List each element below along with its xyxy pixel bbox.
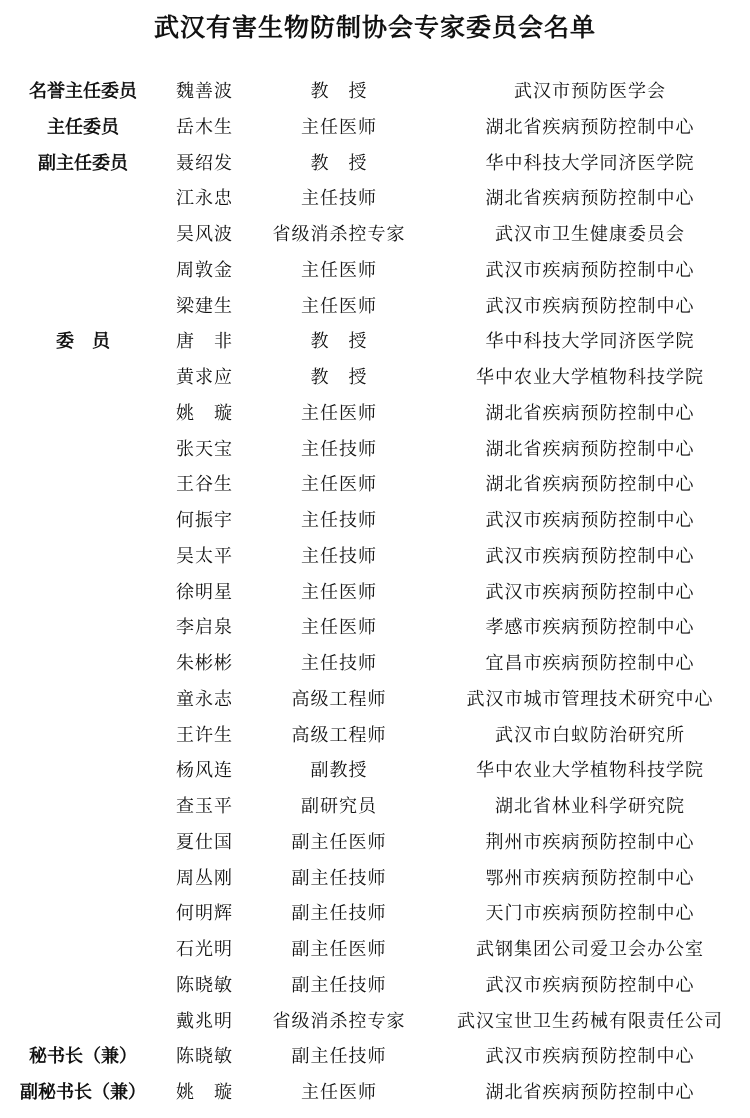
member-title: 省级消杀控专家 (272, 224, 406, 245)
member-role (8, 861, 158, 897)
member-name: 李启泉 (176, 617, 233, 639)
member-row (0, 217, 750, 253)
member-role (8, 968, 158, 1004)
member-role (8, 896, 158, 932)
member-role (8, 253, 158, 289)
member-organization: 华中科技大学同济医学院 (485, 331, 695, 353)
member-organization: 武汉市城市管理技术研究中心 (466, 688, 714, 710)
member-name: 聂绍发 (176, 152, 233, 174)
member-name: 杨风连 (176, 760, 233, 782)
member-role (8, 467, 158, 503)
member-name: 陈晓敏 (176, 1046, 233, 1068)
member-row (0, 396, 750, 432)
member-row (0, 181, 750, 217)
member-row (0, 896, 750, 932)
member-title: 教 授 (310, 331, 368, 353)
member-organization: 武汉市疾病预防控制中心 (485, 295, 695, 317)
member-name: 江永忠 (176, 188, 233, 210)
member-title: 主任医师 (301, 1082, 377, 1103)
member-title: 副主任医师 (291, 939, 387, 960)
member-row (0, 110, 750, 146)
member-organization: 武汉市疾病预防控制中心 (485, 1046, 695, 1068)
member-name: 戴兆明 (176, 1010, 233, 1032)
member-row (0, 1075, 750, 1111)
member-row (0, 289, 750, 325)
member-title: 主任医师 (301, 617, 377, 639)
member-role (8, 1004, 158, 1040)
member-name: 徐明星 (176, 581, 233, 603)
member-organization: 湖北省疾病预防控制中心 (485, 474, 695, 496)
member-role: 副秘书长（兼） (20, 1082, 146, 1103)
member-row (0, 324, 750, 360)
member-role (8, 181, 158, 217)
member-row (0, 861, 750, 897)
member-row (0, 610, 750, 646)
member-title: 高级工程师 (291, 688, 387, 710)
member-name: 夏仕国 (176, 831, 233, 853)
member-name: 梁建生 (176, 295, 233, 317)
member-title: 副主任技师 (291, 867, 387, 889)
member-role (8, 575, 158, 611)
member-role (8, 539, 158, 575)
member-row (0, 932, 750, 968)
member-title: 主任医师 (301, 474, 377, 496)
member-name: 姚 璇 (176, 1082, 233, 1103)
member-role (8, 789, 158, 825)
member-role (8, 718, 158, 754)
member-row (0, 432, 750, 468)
member-role (8, 503, 158, 539)
member-role (8, 396, 158, 432)
member-name: 张天宝 (176, 438, 233, 460)
member-organization: 武汉市疾病预防控制中心 (485, 974, 695, 996)
member-name: 唐 非 (176, 331, 233, 353)
member-role: 主任委员 (47, 116, 119, 138)
member-row (0, 146, 750, 182)
member-organization: 武钢集团公司爱卫会办公室 (476, 939, 704, 960)
member-title: 主任技师 (301, 653, 377, 674)
member-role (8, 646, 158, 682)
member-organization: 湖北省林业科学研究院 (495, 796, 685, 817)
member-organization: 孝感市疾病预防控制中心 (485, 617, 695, 639)
member-title: 副教授 (310, 760, 368, 782)
member-name: 朱彬彬 (176, 653, 233, 674)
member-name: 查玉平 (176, 796, 233, 817)
member-title: 副研究员 (301, 796, 377, 817)
member-organization: 武汉市白蚁防治研究所 (495, 724, 685, 746)
member-organization: 华中农业大学植物科技学院 (476, 367, 704, 388)
member-role (8, 682, 158, 718)
member-name: 童永志 (176, 688, 233, 710)
member-name: 石光明 (176, 939, 233, 960)
member-role: 委 员 (56, 331, 110, 353)
member-title: 主任技师 (301, 545, 377, 567)
member-title: 主任技师 (301, 438, 377, 460)
member-organization: 武汉宝世卫生药械有限责任公司 (457, 1010, 723, 1032)
member-organization: 武汉市疾病预防控制中心 (485, 581, 695, 603)
member-row (0, 503, 750, 539)
member-row (0, 253, 750, 289)
member-title: 主任技师 (301, 510, 377, 531)
member-row (0, 646, 750, 682)
member-organization: 宜昌市疾病预防控制中心 (485, 653, 695, 674)
member-name: 何振宇 (176, 510, 233, 531)
page-title: 武汉有害生物防制协会专家委员会名单 (153, 13, 596, 42)
member-title: 主任医师 (301, 116, 377, 138)
member-name: 陈晓敏 (176, 974, 233, 996)
member-name: 周敦金 (176, 259, 233, 281)
member-organization: 湖北省疾病预防控制中心 (485, 1082, 695, 1103)
member-role (8, 753, 158, 789)
member-name: 岳木生 (176, 116, 233, 138)
member-title: 副主任医师 (291, 831, 387, 853)
member-name: 姚 璇 (176, 402, 233, 424)
member-title: 主任医师 (301, 259, 377, 281)
member-title: 教 授 (310, 81, 368, 102)
member-name: 吴太平 (176, 545, 233, 567)
member-title: 副主任技师 (291, 974, 387, 996)
member-name: 魏善波 (176, 81, 233, 102)
member-row (0, 575, 750, 611)
member-title: 高级工程师 (291, 724, 387, 746)
member-role: 秘书长（兼） (29, 1046, 137, 1068)
member-title: 副主任技师 (291, 1046, 387, 1068)
member-name: 周丛刚 (176, 867, 233, 889)
member-row (0, 682, 750, 718)
member-organization: 武汉市预防医学会 (514, 81, 666, 102)
member-row (0, 789, 750, 825)
member-name: 何明辉 (176, 903, 233, 925)
member-role (8, 432, 158, 468)
member-row (0, 968, 750, 1004)
member-role: 名誉主任委员 (29, 81, 137, 102)
member-row (0, 74, 750, 110)
member-role (8, 289, 158, 325)
member-row (0, 360, 750, 396)
member-organization: 湖北省疾病预防控制中心 (485, 438, 695, 460)
member-organization: 华中科技大学同济医学院 (485, 152, 695, 174)
member-role (8, 610, 158, 646)
member-name: 黄求应 (176, 367, 233, 388)
member-title: 教 授 (310, 367, 368, 388)
member-role (8, 932, 158, 968)
member-title: 主任医师 (301, 295, 377, 317)
member-title: 副主任技师 (291, 903, 387, 925)
member-list (0, 74, 750, 1111)
member-title: 主任技师 (301, 188, 377, 210)
member-row (0, 825, 750, 861)
member-name: 王许生 (176, 724, 233, 746)
member-organization: 武汉市卫生健康委员会 (495, 224, 685, 245)
member-role (8, 360, 158, 396)
member-row (0, 1004, 750, 1040)
member-organization: 湖北省疾病预防控制中心 (485, 188, 695, 210)
member-organization: 鄂州市疾病预防控制中心 (485, 867, 695, 889)
member-role (8, 825, 158, 861)
member-title: 教 授 (310, 152, 368, 174)
member-name: 吴风波 (176, 224, 233, 245)
member-row (0, 718, 750, 754)
member-organization: 武汉市疾病预防控制中心 (485, 510, 695, 531)
member-organization: 天门市疾病预防控制中心 (485, 903, 695, 925)
member-title: 主任医师 (301, 402, 377, 424)
member-organization: 华中农业大学植物科技学院 (476, 760, 704, 782)
member-row (0, 753, 750, 789)
member-row (0, 1039, 750, 1075)
member-organization: 武汉市疾病预防控制中心 (485, 545, 695, 567)
member-role (8, 217, 158, 253)
member-organization: 湖北省疾病预防控制中心 (485, 116, 695, 138)
member-row (0, 467, 750, 503)
member-role: 副主任委员 (38, 152, 128, 174)
member-title: 省级消杀控专家 (272, 1010, 406, 1032)
member-organization: 湖北省疾病预防控制中心 (485, 402, 695, 424)
member-row (0, 539, 750, 575)
member-organization: 武汉市疾病预防控制中心 (485, 259, 695, 281)
member-title: 主任医师 (301, 581, 377, 603)
member-name: 王谷生 (176, 474, 233, 496)
member-organization: 荆州市疾病预防控制中心 (485, 831, 695, 853)
